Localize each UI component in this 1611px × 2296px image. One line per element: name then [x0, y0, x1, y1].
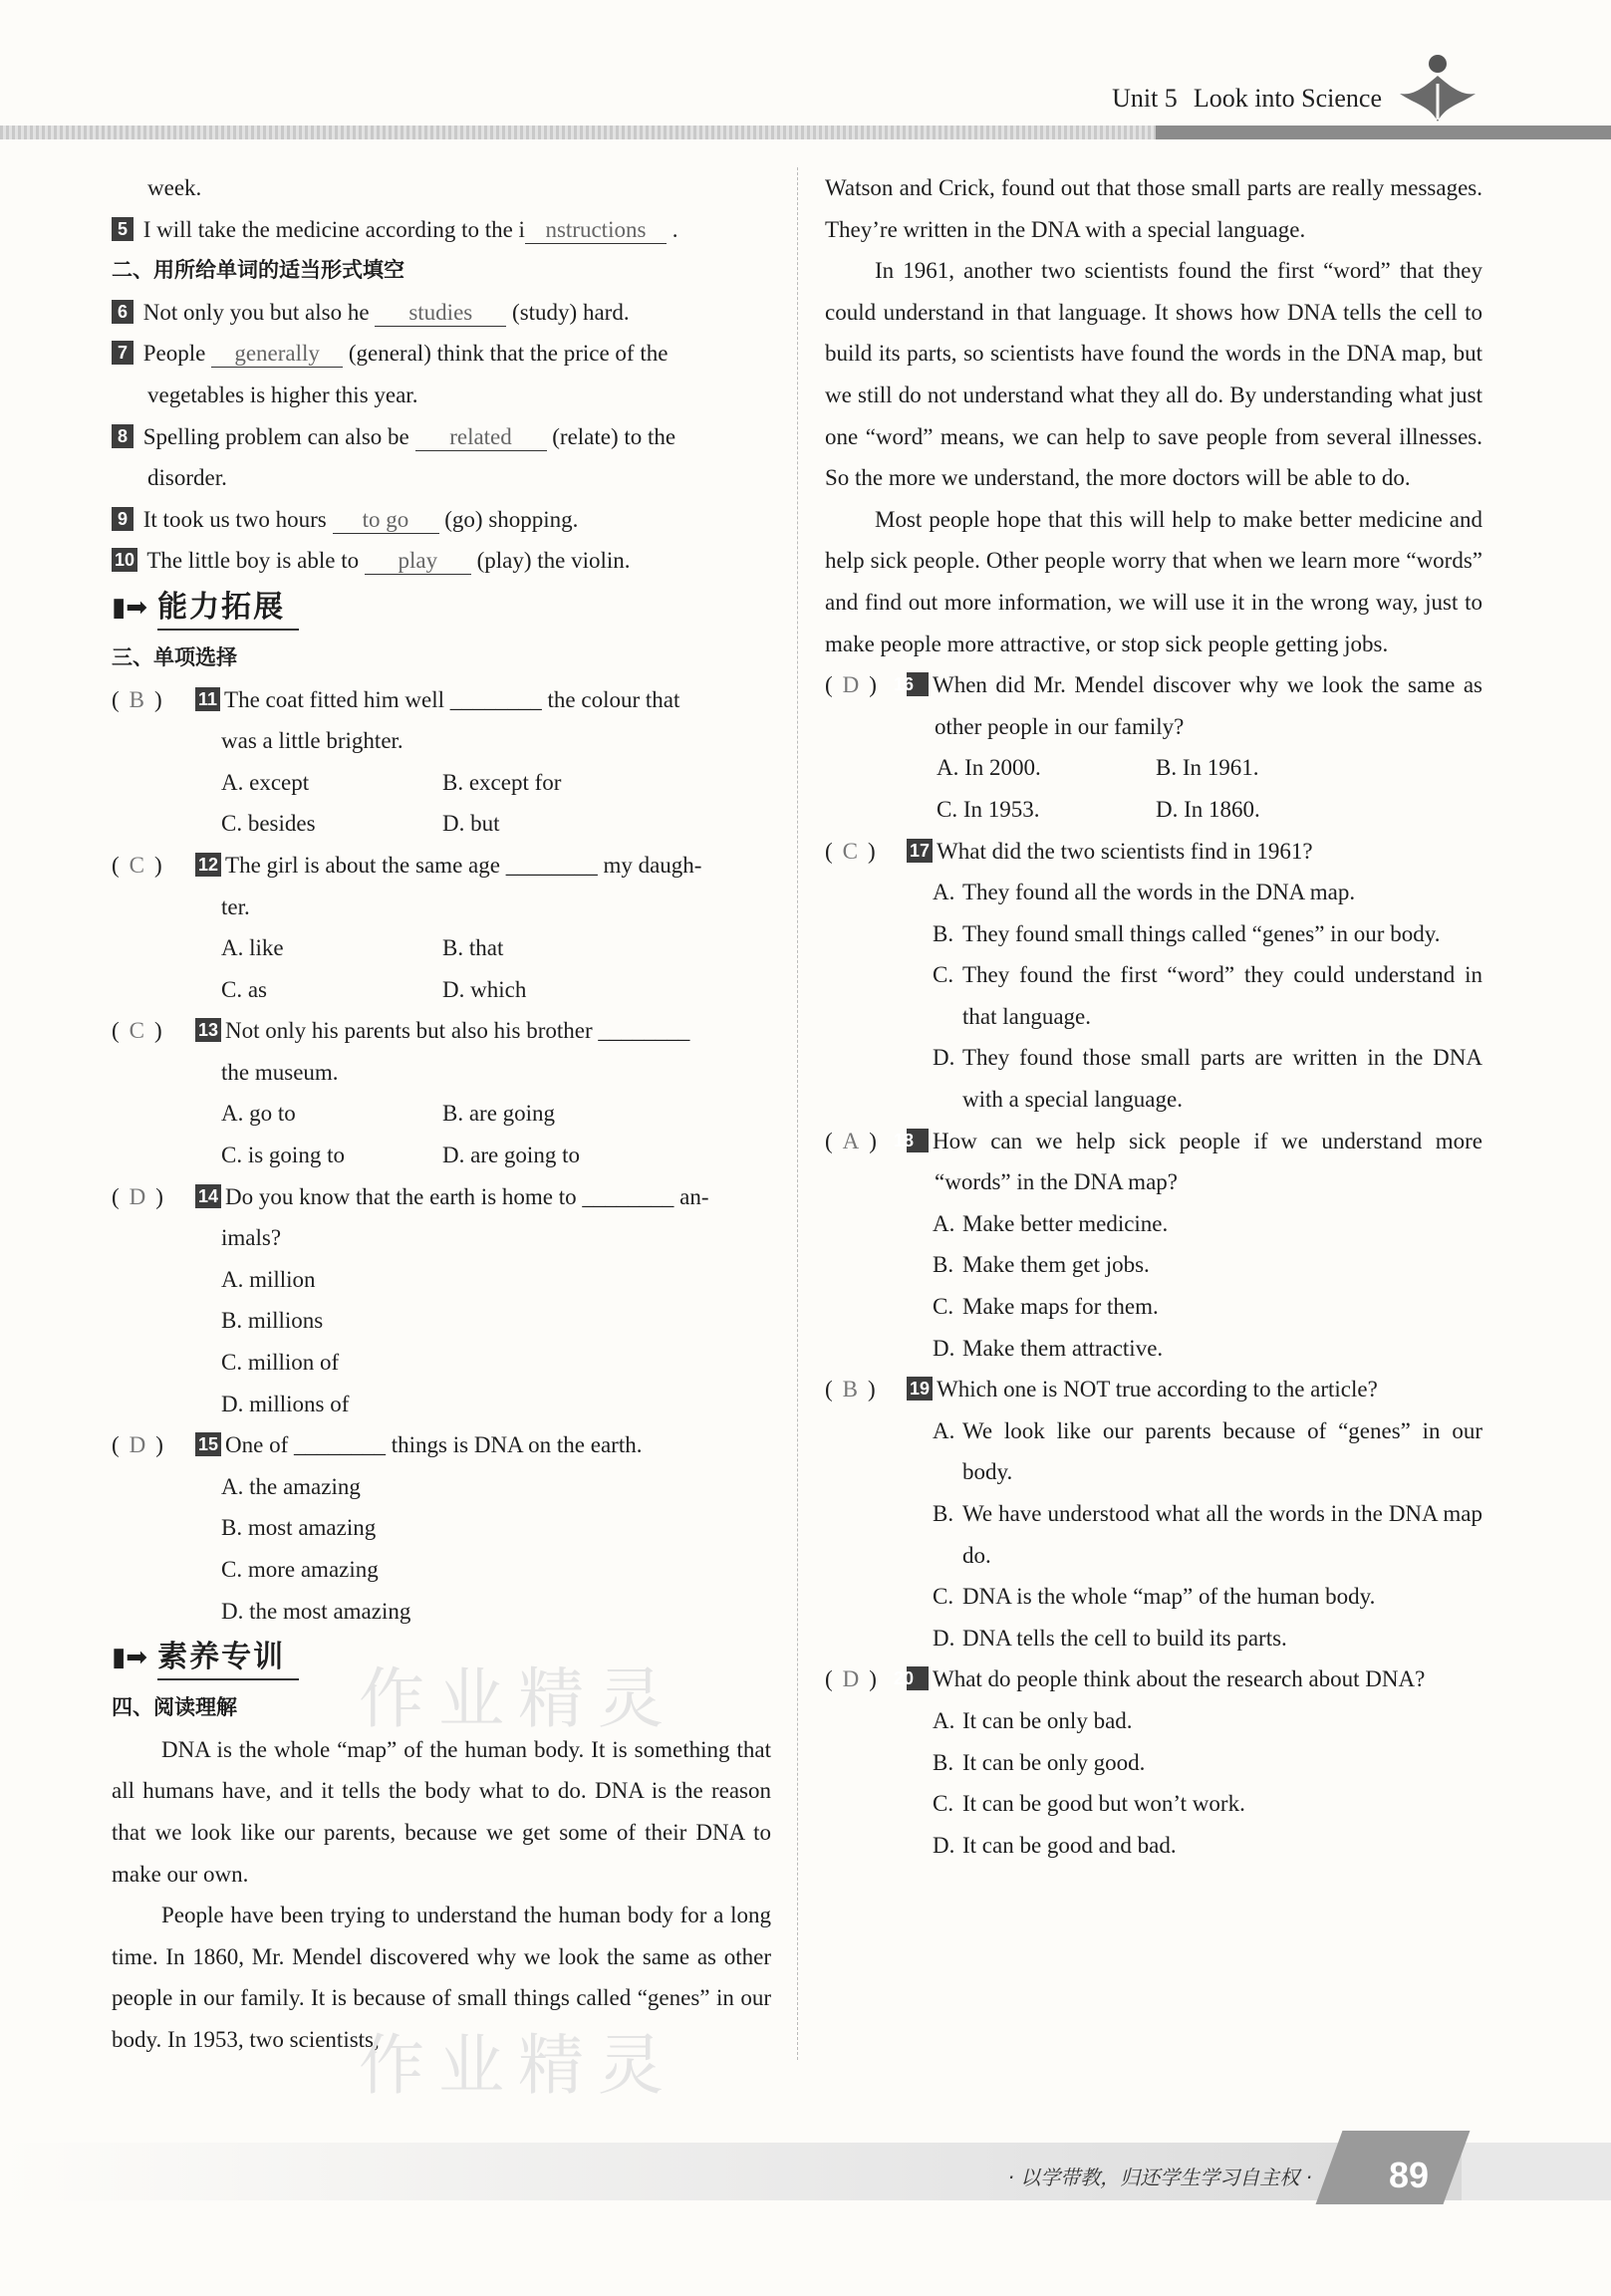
question-19: ( B ) 19 Which one is NOT true according to the article? — [825, 1369, 1482, 1410]
question-12: ( C ) 12 The girl is about the same age ________ my daugh- ter. — [112, 845, 771, 927]
options: A. It can be only bad. B. It can be only good. C. It can be good but won’t work. D. It can be good and bad. — [933, 1707, 1245, 1858]
reading-paragraph-4: Most people hope that this will help to make better medicine and help sick people. Other people worry that when we learn more “words” and find out more information, we will use it in the wrong way, just to make people more attractive, or stop sick people getting jobs. — [825, 506, 1482, 656]
options: A. like B. that C. as D. which — [221, 935, 527, 1002]
options: A. In 2000. B. In 1961. C. In 1953. D. In 1860. — [937, 755, 1260, 822]
answer-slot: ( D ) — [112, 1432, 163, 1458]
answer-slot: ( C ) — [112, 852, 162, 878]
answer-slot: ( D ) — [112, 1183, 163, 1209]
answer-slot: ( A ) — [825, 1128, 877, 1153]
answer-slot: ( B ) — [112, 686, 162, 712]
section-3-heading: 三、单项选择 — [112, 644, 237, 669]
question-9: 9 It took us two hours to go (go) shopping. — [112, 499, 771, 541]
answer-blank: nstructions — [525, 217, 667, 244]
reading-paragraph-3: In 1961, another two scientists found the first “word” that they could understand in that language. It shows how DNA tells the cell to build its parts, so scientists have found the words in the DNA map, but we still do not understand what they all do. By understanding what just one “word” means, we can help to save people from several illnesses. So the more we understand, the more doctors will be able to do. — [825, 258, 1482, 491]
options: A. go to B. are going C. is going to D. are going to — [221, 1101, 580, 1168]
answer-slot: ( B ) — [825, 1377, 876, 1403]
section-2-heading: 二、用所给单词的适当形式填空 — [112, 258, 404, 283]
header-title — [1112, 84, 1382, 114]
reading-paragraph-2: People have been trying to understand the human body for a long time. In 1860, Mr. Mendel discovered why we look the same as other people in our family. It is because of small things called “genes” in our body. In 1953, two scientists, — [112, 1903, 771, 2052]
question-10: 10 The little boy is able to play (play) the violin. — [112, 540, 771, 582]
answer-slot: ( C ) — [825, 838, 876, 864]
left-column: week. 5 I will take the medicine according to the i nstructions . 二、用所给单词的适当形式填空 6 Not only you but also he studies (study) hard. 7 People generally (general) think that the price of the vegetables is higher this year. 8 Spelling problem can also be related (relate) to the disorder. 9 It took us two hours to go (go) shopping. 10 The little boy is able to play (play) the violin. ▮➡ 能力拓展 三、单项选择 ( B ) 11 The coat fitted him well ________ the colour that was a little brighter. A. except B. except for C. besides D. but ( C ) 12 The girl is about the same age ________ my daugh- ter. A. like B. that C. as D. which ( C ) 13 Not only his parents but also his brother ________ the museum. A. go to B. are going C. is going to D. are going to ( D ) 14 Do you know that the earth is home to ________ an- imals? A. million B. millions C. million of D. millions of ( D ) 15 One of ________ things is DNA on the earth. A. the amazing B. most amazing C. more amazing D. the most amazing ▮➡ 素养专训 四、阅读理解 DNA is the whole “map” of the human body. It is something that all humans have, and it tells the body what to do. DNA is the reason that we look like our parents, because we get some of their DNA to make our own. People have been trying to understand the human body for a long time. In 1860, Mr. Mendel discovered why we look the same as other people in our family. It is because of small things called “genes” in our body. In 1953, two scientists, — [112, 167, 771, 2061]
question-8: 8 Spelling problem can also be related (relate) to the — [112, 416, 771, 458]
page-number: 89 — [1388, 2155, 1429, 2195]
question-11: ( B ) 11 The coat fitted him well ________ the colour that was a little brighter. — [112, 679, 771, 762]
question-17: ( C ) 17 What did the two scientists find in 1961? — [825, 831, 1482, 873]
options: A. They found all the words in the DNA map. B. They found small things called “genes” in our body. C. They found the first “word” they could understand in that language. D. They found those small parts are written in the DNA with a special language. — [933, 880, 1482, 1113]
answer-blank: related — [415, 424, 547, 451]
section-4-heading: 四、阅读理解 — [112, 1695, 237, 1720]
section-banner-literacy: ▮➡ 素养专训 — [112, 1636, 771, 1681]
question-18: ( A ) 18 How can we help sick people if we understand more “words” in the DNA map? — [825, 1121, 1482, 1203]
footer-motto: · 以学带教，归还学生学习自主权 · — [1007, 2166, 1312, 2189]
question-7: 7 People generally (general) think that the price of the — [112, 333, 771, 375]
section-banner-ability: ▮➡ 能力拓展 — [112, 586, 771, 632]
right-column — [825, 167, 1482, 1866]
column-divider — [797, 167, 798, 2060]
answer-blank: studies — [375, 300, 506, 327]
reading-paragraph-1: DNA is the whole “map” of the human body. It is something that all humans have, and it tells the body what to do. DNA is the reason that we look like our parents, because we get some of their DNA to make our own. — [112, 1736, 771, 1887]
unit-label: Unit 5 — [1112, 84, 1178, 113]
header-bar-accent — [1156, 126, 1611, 139]
question-5: 5 I will take the medicine according to the i nstructions . — [112, 209, 771, 251]
answer-blank: to go — [333, 507, 439, 534]
options: A. except B. except for C. besides D. but — [221, 769, 562, 837]
arrow-icon: ▮➡ — [112, 1643, 148, 1673]
arrow-icon: ▮➡ — [112, 593, 148, 624]
question-13: ( C ) 13 Not only his parents but also his brother ________ the museum. — [112, 1010, 771, 1093]
watermark: 作业精灵 — [359, 1660, 677, 1737]
answer-slot: ( D ) — [825, 1666, 877, 1692]
question-6: 6 Not only you but also he studies (study) hard. — [112, 292, 771, 334]
answer-blank: play — [365, 548, 471, 575]
reading-paragraph-2-cont: Watson and Crick, found out that those small parts are really messages. They’re written in the DNA with a special language. — [825, 175, 1482, 242]
question-number: 5 — [112, 217, 134, 241]
footer-tail — [1462, 2143, 1611, 2200]
answer-blank: generally — [211, 341, 343, 368]
answer-slot: ( C ) — [112, 1018, 162, 1044]
question-20: ( D ) 20 What do people think about the research about DNA? — [825, 1658, 1482, 1700]
unit-title: Look into Science — [1193, 84, 1382, 113]
options: A. We look like our parents because of “genes” in our body. B. We have understood what all the words in the DNA map do. C. DNA is the whole “map” of the human body. D. DNA tells the cell to build its parts. — [933, 1417, 1482, 1651]
reader-logo-icon — [1392, 50, 1481, 129]
watermark: 作业精灵 — [359, 2027, 677, 2104]
answer-slot: ( D ) — [825, 672, 877, 698]
options: A. the amazing B. most amazing C. more amazing D. the most amazing — [221, 1473, 411, 1624]
question-16: ( D ) 16 When did Mr. Mendel discover why we look the same as other people in our family? — [825, 664, 1482, 747]
options: A. Make better medicine. B. Make them get jobs. C. Make maps for them. D. Make them attractive. — [933, 1210, 1169, 1361]
question-15: ( D ) 15 One of ________ things is DNA on the earth. — [112, 1424, 771, 1466]
question-14: ( D ) 14 Do you know that the earth is home to ________ an- imals? — [112, 1176, 771, 1259]
carry-line: week. — [147, 175, 202, 200]
options: A. million B. millions C. million of D. millions of — [221, 1266, 350, 1416]
